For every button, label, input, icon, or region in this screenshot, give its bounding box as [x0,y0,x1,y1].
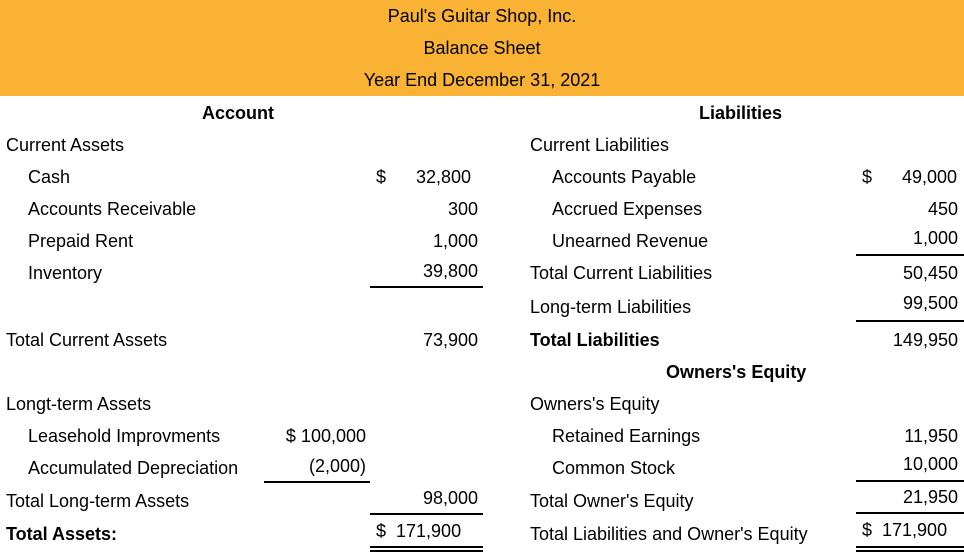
subtotal-rule [856,254,964,256]
equity-value: 11,950 [904,426,958,446]
double-underline [370,546,483,552]
subtotal-rule [264,481,370,483]
total-current-liabilities-label: Total Current Liabilities [530,263,713,283]
asset-name: Leasehold Improvments [28,426,221,446]
asset-name: Prepaid Rent [28,231,134,251]
asset-value: 300 [447,199,478,219]
asset-value: 39,800 [422,261,478,281]
long-term-liabilities-value: 99,500 [902,293,958,313]
total-assets-label: Total Assets: [6,524,118,544]
current-assets-label: Current Assets [6,135,125,155]
asset-name: Accumulated Depreciation [28,458,239,478]
subtotal-rule [856,512,964,514]
total-liabilities-equity-value: $ 171,900 [862,520,948,540]
long-term-liabilities-label: Long-term Liabilities [530,297,692,317]
asset-name: Cash [28,167,71,187]
double-underline [856,546,964,552]
report-header [0,0,964,96]
total-long-term-assets-value: 98,000 [422,488,478,508]
company-name: Paul's Guitar Shop, Inc. [387,6,577,26]
total-equity-value: 21,950 [902,487,958,507]
equity-label: Owners's Equity [530,394,660,414]
total-equity-label: Total Owner's Equity [530,491,694,511]
total-liabilities-value: 149,950 [892,330,958,350]
liabilities-heading: Liabilities [699,103,783,123]
equity-heading: Owners's Equity [666,362,807,382]
liability-value: 450 [927,199,958,219]
total-current-assets-label: Total Current Assets [6,330,168,350]
asset-name: Inventory [28,263,103,283]
asset-value: 1,000 [432,231,478,251]
equity-value: 10,000 [902,454,958,474]
account-heading: Account [202,103,274,123]
liability-value: 1,000 [912,228,958,248]
total-current-liabilities-value: 50,450 [902,263,958,283]
liability-name: Accounts Payable [552,167,697,187]
total-current-assets-value: 73,900 [422,330,478,350]
asset-name: Accounts Receivable [28,199,197,219]
equity-name: Common Stock [552,458,676,478]
subtotal-rule [370,286,483,288]
report-period: Year End December 31, 2021 [363,70,601,90]
report-title: Balance Sheet [423,38,541,58]
asset-value: $ 100,000 [285,426,366,446]
subtotal-rule [856,480,964,482]
total-assets-value: $ 171,900 [376,521,462,541]
total-liabilities-equity-label: Total Liabilities and Owner's Equity [530,524,808,544]
liability-name: Unearned Revenue [552,231,709,251]
total-long-term-assets-label: Total Long-term Assets [6,491,190,511]
liability-value: $ 49,000 [862,167,958,187]
equity-name: Retained Earnings [552,426,701,446]
subtotal-rule [370,513,483,515]
asset-value: $ 32,800 [376,167,472,187]
total-liabilities-label: Total Liabilities [530,330,660,350]
subtotal-rule [856,320,964,322]
asset-value: (2,000) [308,456,366,476]
long-term-assets-label: Longt-term Assets [6,394,152,414]
current-liabilities-label: Current Liabilities [530,135,670,155]
liability-name: Accrued Expenses [552,199,703,219]
